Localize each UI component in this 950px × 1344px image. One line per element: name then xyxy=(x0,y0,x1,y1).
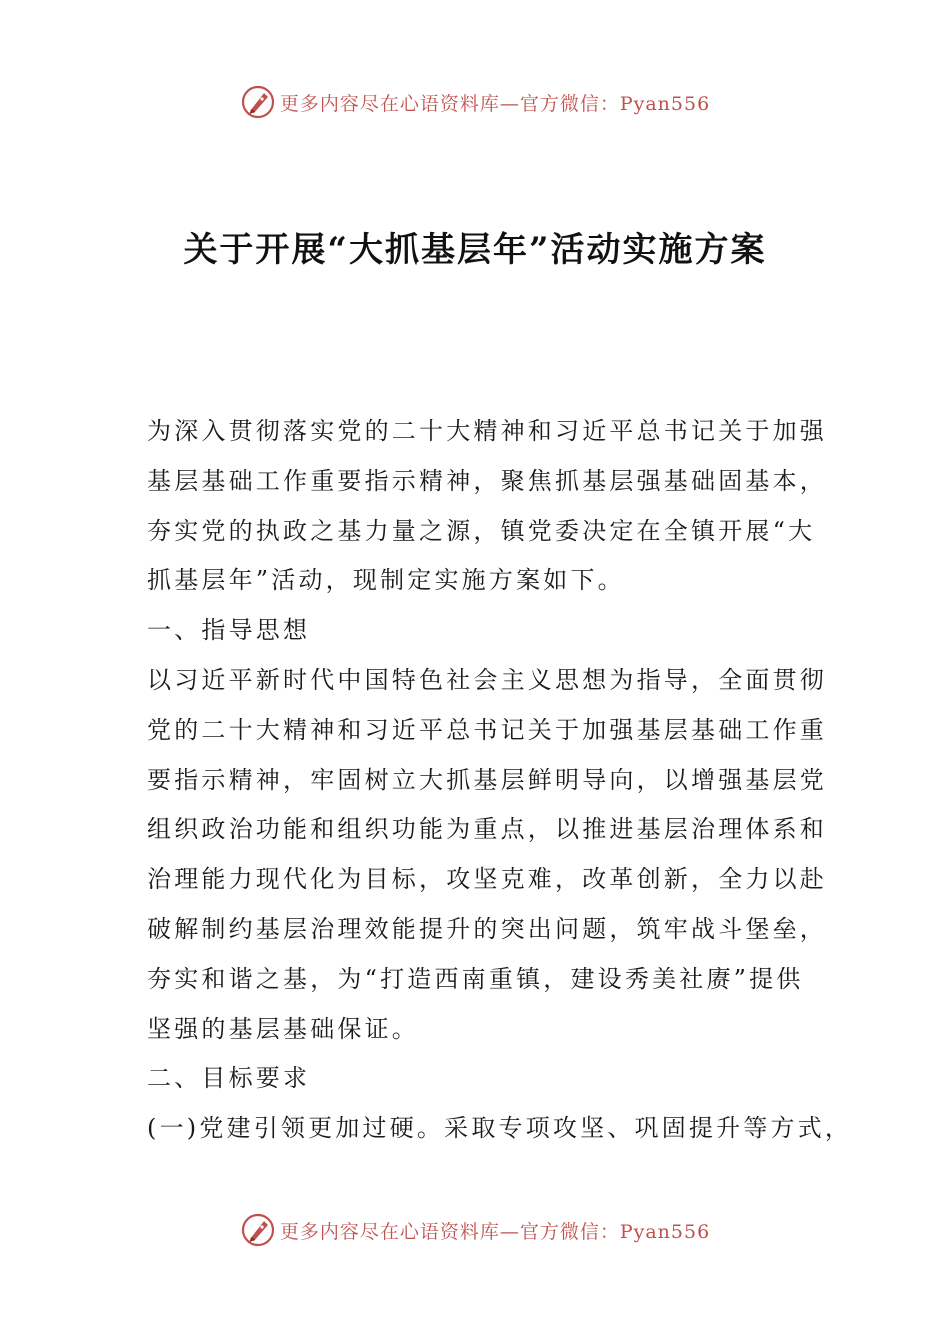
pen-nib-circle-logo-icon xyxy=(240,84,276,120)
body-line: 治理能力现代化为目标，攻坚克难，改革创新，全力以赴 xyxy=(147,865,827,894)
header-watermark-banner xyxy=(0,82,950,122)
body-line: 要指示精神，牢固树立大抓基层鲜明导向，以增强基层党 xyxy=(147,765,827,794)
body-line: 为深入贯彻落实党的二十大精神和习近平总书记关于加强 xyxy=(147,417,827,445)
body-line: 破解制约基层治理效能提升的突出问题，筑牢战斗堡垒， xyxy=(147,914,827,943)
footer-watermark-banner xyxy=(0,1210,950,1250)
body-line: 抓基层年”活动，现制定实施方案如下。 xyxy=(147,566,625,595)
body-line: 以习近平新时代中国特色社会主义思想为指导，全面贯彻 xyxy=(147,665,827,694)
body-line: 组织政治功能和组织功能为重点，以推进基层治理体系和 xyxy=(147,815,827,844)
document-body xyxy=(147,407,853,1154)
pen-nib-circle-logo-icon xyxy=(240,1212,276,1248)
footer-watermark-text: 更多内容尽在心语资料库—官方微信：Pyan556 xyxy=(279,1220,711,1243)
body-line: 坚强的基层基础保证。 xyxy=(147,1014,419,1043)
body-line: 夯实党的执政之基力量之源，镇党委决定在全镇开展“大 xyxy=(147,516,816,545)
body-line: 夯实和谐之基，为“打造西南重镇，建设秀美社赓”提供 xyxy=(147,964,804,993)
body-line: 党的二十大精神和习近平总书记关于加强基层基础工作重 xyxy=(147,715,827,744)
body-line: (一)党建引领更加过硬。采取专项攻坚、巩固提升等方式， xyxy=(147,1114,853,1143)
section-heading-guiding-ideology: 一、指导思想 xyxy=(147,616,311,645)
header-watermark-text: 更多内容尽在心语资料库—官方微信：Pyan556 xyxy=(279,92,711,115)
section-heading-goals: 二、目标要求 xyxy=(147,1064,311,1093)
body-line: 基层基础工作重要指示精神，聚焦抓基层强基础固基本， xyxy=(147,466,827,495)
document-title: 关于开展“大抓基层年”活动实施方案 xyxy=(183,230,767,270)
